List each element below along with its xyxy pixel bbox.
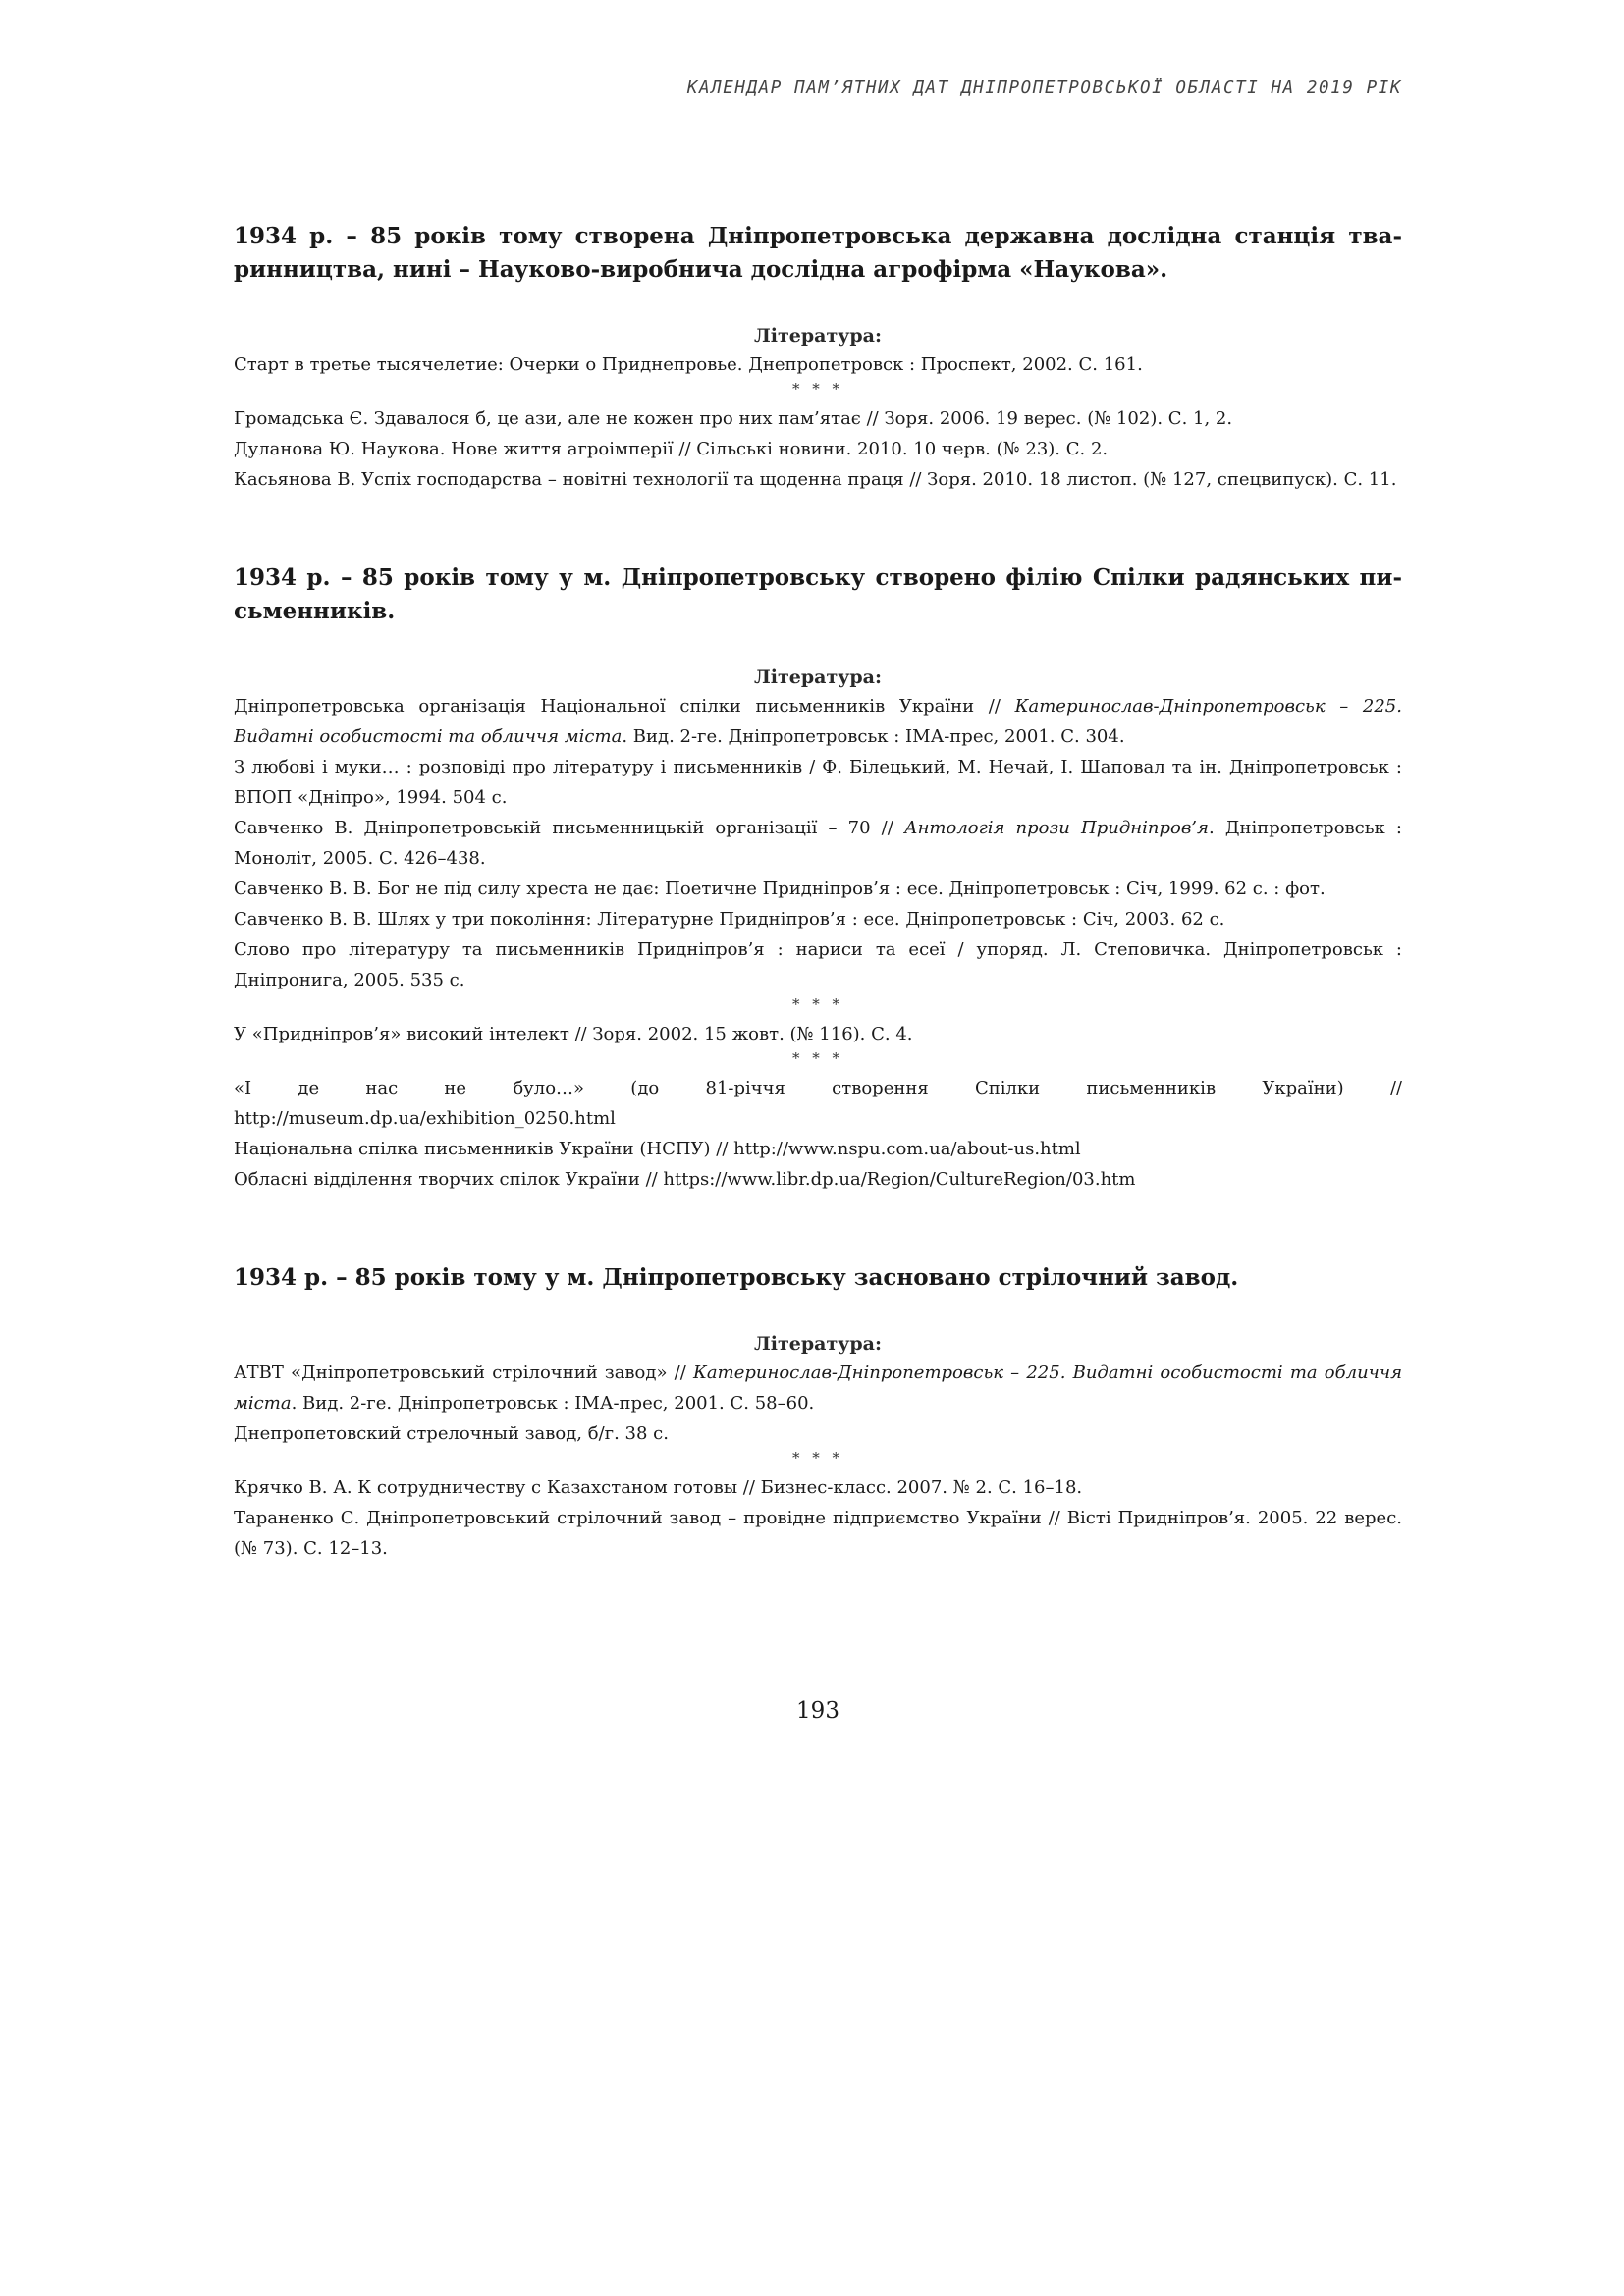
bibliography-entry: Дуланова Ю. Наукова. Нове життя агроімперії // Сільські новини. 2010. 10 черв. (№ 23). С. 2. — [234, 439, 1109, 459]
bibliography-entry — [234, 691, 1402, 752]
section-strilochnyi-zavod — [234, 1261, 1402, 1564]
bibliography-entry: З любові і муки… : розповіді про літературу і письменників / Ф. Білецький, М. Нечай, І. Шаповал та ін. Дніпропетровськ : ВПОП «Дніпро», 1994. 504 с. — [234, 757, 1402, 808]
section-title — [234, 561, 1402, 628]
bibliography-entry: Громадська Є. Здавалося б, це ази, але не кожен про них пам’ятає // Зоря. 2006. 19 верес. (№ 102). С. 1, 2. — [234, 408, 1233, 429]
entry-text: . Дніпропетровськ : Моноліт, 2005. С. 426–438. — [234, 818, 1402, 869]
literature-heading: Література: — [753, 1333, 883, 1355]
bibliography-entry: Днепропетовский стрелочный завод, б/г. 38 с. — [234, 1423, 669, 1444]
entry-text: Дніпропетровська організація Національної спілки письменників України // — [234, 696, 1015, 717]
bibliography-entry: Слово про літературу та письменників Придніпров’я : нариси та есеї / упоряд. Л. Степовичка. Дніпропетровськ : Дніпронига, 2005. 535 с. — [234, 939, 1402, 990]
entry-text: АТВТ «Дніпропетровський стрілочний завод» // — [234, 1362, 693, 1383]
separator-stars: * * * — [791, 1049, 844, 1067]
entry-text: . Вид. 2-ге. Дніпропетровськ : ІМА-прес, 2001. С. 304. — [622, 726, 1125, 747]
entry-source-title: Антологія прози Придніпров’я — [903, 818, 1209, 838]
section-title-line2: ринництва, нині – Науково-виробнича дослідна агрофірма «Наукова». — [234, 256, 1168, 283]
entry-source-title: Катеринослав-Дніпропетровськ – 225. Видатні особистості та обличчя міста — [234, 1362, 1402, 1414]
bibliography-entry — [234, 1358, 1402, 1418]
bibliography-entry: Тараненко С. Дніпропетровський стрілочний завод – провідне підприємство України // Вісті Придніпров’я. 2005. 22 верес. (№ 73). С. 12–13. — [234, 1508, 1402, 1559]
separator-stars: * * * — [791, 995, 844, 1013]
section-title — [234, 220, 1402, 287]
bibliography-entry: Савченко В. В. Бог не під силу хреста не дає: Поетичне Придніпров’я : есе. Дніпропетровськ : Січ, 1999. 62 с. : фот. — [234, 879, 1326, 899]
entry-line: «І де нас не було…» (до 81-річчя створення Спілки письменників України) // — [234, 1078, 1402, 1098]
entry-url: http://museum.dp.ua/exhibition_0250.html — [234, 1108, 616, 1129]
entry-text: Савченко В. Дніпропетровській письменницькій організації – 70 // — [234, 818, 904, 838]
bibliography-entry — [234, 1073, 1402, 1134]
section-title-line2: сьменників. — [234, 598, 396, 624]
bibliography-entry: Національна спілка письменників України (НСПУ) // http://www.nspu.com.ua/about-us.html — [234, 1139, 1081, 1159]
section-spilka-pysmennykiv — [234, 561, 1402, 1195]
bibliography-entry — [234, 813, 1402, 874]
literature-heading: Література: — [753, 667, 883, 688]
literature-heading: Література: — [753, 325, 883, 347]
running-header: КАЛЕНДАР ПАМ’ЯТНИХ ДАТ ДНІПРОПЕТРОВСЬКОЇ ОБЛАСТІ НА 2019 РІК — [686, 79, 1402, 98]
separator-stars: * * * — [791, 380, 844, 398]
section-title: 1934 р. – 85 років тому у м. Дніпропетровську засновано стрілочний завод. — [234, 1264, 1239, 1291]
document-page — [234, 69, 1402, 1724]
section-title-line1: 1934 р. – 85 років тому створена Дніпропетровська державна дослідна станція тва- — [234, 223, 1402, 249]
bibliography-entry: Савченко В. В. Шлях у три покоління: Літературне Придніпров’я : есе. Дніпропетровськ : Січ, 2003. 62 с. — [234, 909, 1225, 930]
bibliography-entry: Крячко В. А. К сотрудничеству с Казахстаном готовы // Бизнес-класс. 2007. № 2. С. 16–18. — [234, 1477, 1083, 1498]
separator-stars: * * * — [791, 1449, 844, 1467]
bibliography-entry: Обласні відділення творчих спілок України // https://www.libr.dp.ua/Region/CultureRegion/03.htm — [234, 1169, 1136, 1190]
entry-text: . Вид. 2-ге. Дніпропетровськ : ІМА-прес, 2001. С. 58–60. — [291, 1393, 815, 1414]
entry-source-title: Катеринослав-Дніпропетровськ – 225. Видатні особистості та обличчя міста — [234, 696, 1402, 747]
section-stantsiia-tvarynnytstva — [234, 220, 1402, 495]
section-title-line1: 1934 р. – 85 років тому у м. Дніпропетровську створено філію Спілки радянських пи- — [234, 564, 1402, 591]
bibliography-entry: Старт в третье тысячелетие: Очерки о Приднепровье. Днепропетровск : Проспект, 2002. С. 161. — [234, 354, 1143, 375]
bibliography-entry: У «Придніпров’я» високий інтелект // Зоря. 2002. 15 жовт. (№ 116). С. 4. — [234, 1024, 913, 1044]
bibliography-entry: Касьянова В. Успіх господарства – новітні технології та щоденна праця // Зоря. 2010. 18 листоп. (№ 127, спецвипуск). С. 11. — [234, 469, 1397, 490]
page-number: 193 — [796, 1698, 839, 1724]
